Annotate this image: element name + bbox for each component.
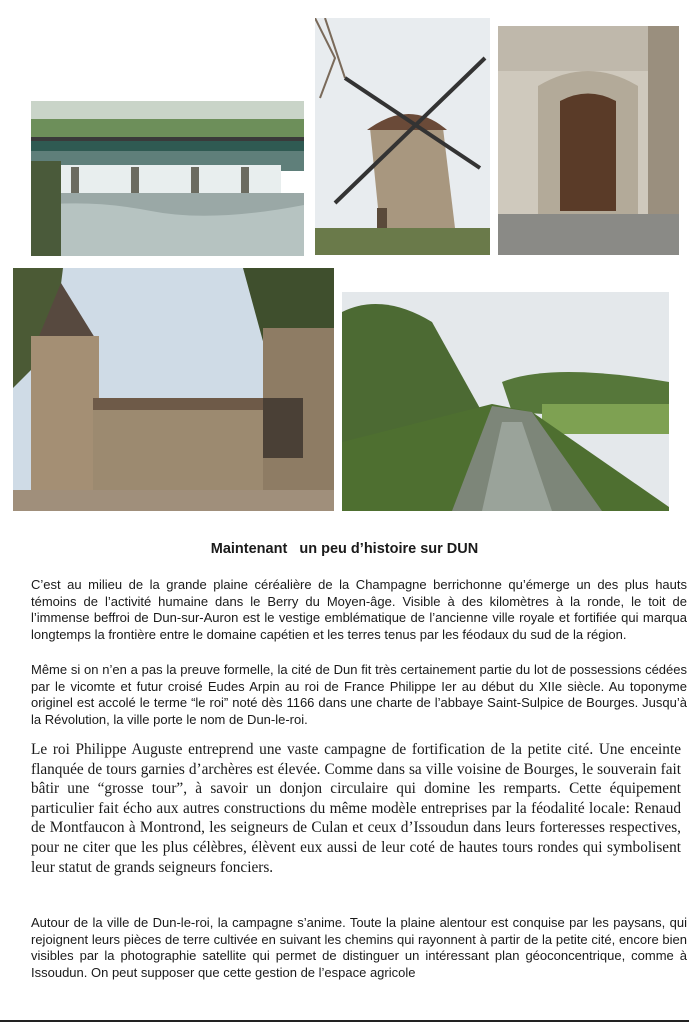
paragraph-countryside: Autour de la ville de Dun-le-roi, la campagne s’anime. Toute la plaine alentour est conquise par les paysans, qui rejoignent leurs pièces de terre cultivée en suivant les chemins qui rayonnent à partir de la petite cité, encore bien visibles par la photographie satellite qui permet de distinguer un intéressant plan géoconcentrique, comme à Issoudun. On peut supposer que cette gestion de l’espace agricole	[31, 915, 687, 981]
footer-rule	[0, 1020, 689, 1022]
paragraph-fortification: Le roi Philippe Auguste entreprend une vaste campagne de fortification de la petite cité. Une enceinte flanquée de tours garnies d’archères est élevée. Comme dans sa ville voisine de Bourges, le souverain fait bâtir une “grosse tour”, à savoir un donjon circulaire qui domine les remparts. Cette équipement particulier fait écho aux autres constructions du même modèle entreprises par la féodalité locale: Renaud de Montfaucon à Montrond, les seigneurs de Culan et ceux d’Issoudun dans leurs forteresses respectives, pour ne citer que les plus célèbres, élèvent eux aussi de leur coté de hautes tours rondes qui symbolisent leur statut de grands seigneurs fonciers.	[31, 741, 681, 876]
section-heading: Maintenant un peu d’histoire sur DUN	[210, 541, 479, 557]
photo-ramparts	[13, 268, 334, 511]
photo-canal	[342, 292, 669, 511]
paragraph-origins: Même si on n’en a pas la preuve formelle, la cité de Dun fit très certainement partie du lot de possessions cédées par le vicomte et futur croisé Eudes Arpin au roi de France Philippe Ier au début du XIIe siècle. Au toponyme originel est accolé le terme “le roi” noté dès 1166 dans une charte de l’abbaye Saint-Sulpice de Bourges. Jusqu’à la Révolution, la ville porte le nom de Dun-le-roi.	[31, 662, 687, 728]
photo-doorway	[498, 26, 679, 255]
photo-weir	[31, 101, 304, 256]
paragraph-intro: C’est au milieu de la grande plaine céréalière de la Champagne berrichonne qu’émerge un des plus hauts témoins de l’activité humaine dans le Berry du Moyen-âge. Visible à des kilomètres à la ronde, le toit de l’immense beffroi de Dun-sur-Auron est le vestige emblématique de l’ancienne ville royale et fortifiée qui marqua longtemps la frontière entre le domaine capétien et les terres tenus par les féodaux du sud de la région.	[31, 577, 687, 643]
photo-windmill	[315, 18, 490, 255]
